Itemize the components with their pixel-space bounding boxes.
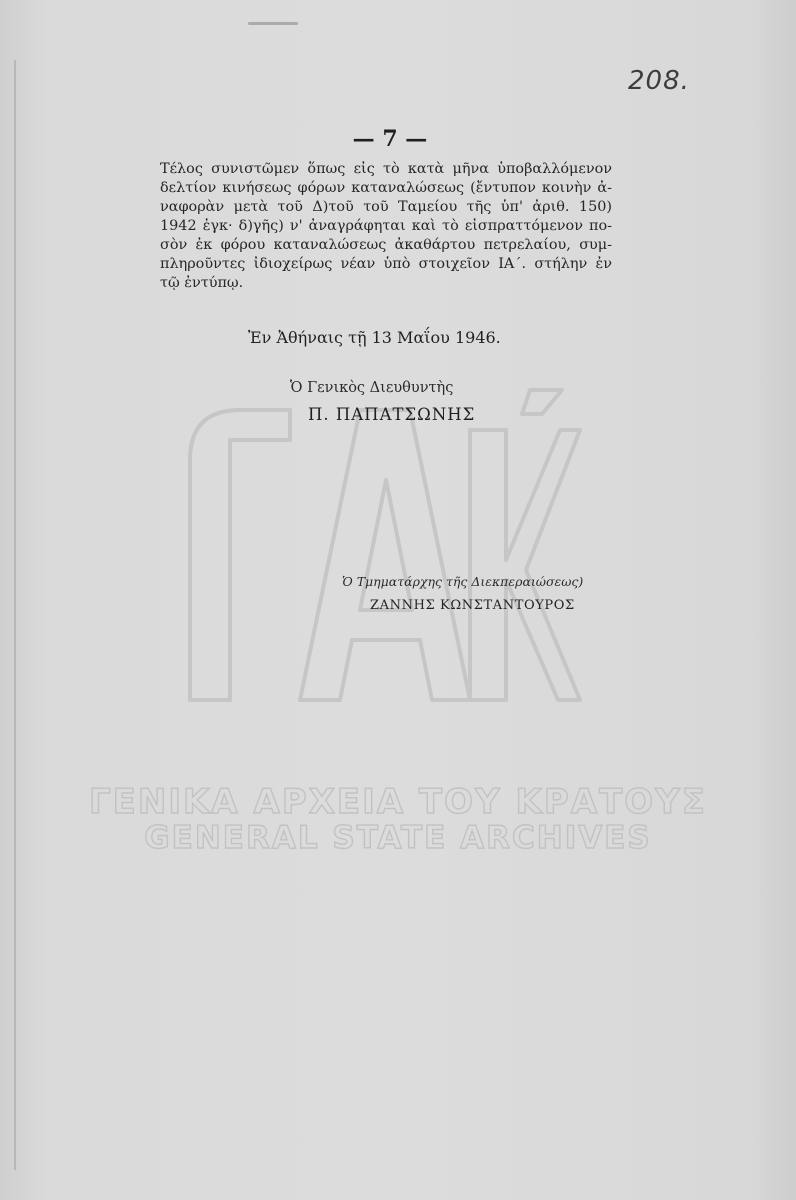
page-number: — 7 —	[352, 126, 428, 152]
logo-accent-shape	[522, 390, 562, 414]
logo-gamma-shape	[190, 410, 290, 700]
logo-kappa-shape	[470, 430, 580, 700]
archive-number: 208.	[628, 66, 690, 96]
body-line: τῷ ἐντύπῳ.	[160, 275, 244, 291]
body-line: ναφορὰν μετὰ τοῦ Δ)τοῦ τοῦ Ταμείου τῆς ὑπ' ἀριθ. 150)	[160, 199, 612, 215]
page-edge-line	[14, 60, 16, 1170]
ink-mark	[248, 22, 298, 25]
body-line: 1942 ἐγκ· δ)γῆς) ν' ἀναγράφηται καὶ τὸ εἰσπραττόμενον πο-	[160, 218, 612, 234]
section-head-title: Ὁ Τμηματάρχης τῆς Διεκπεραιώσεως)	[342, 574, 584, 589]
director-general-name: Π. ΠΑΠΑΤΣΩΝΗΣ	[308, 405, 476, 424]
watermark-english-text: GENERAL STATE ARCHIVES	[144, 820, 652, 856]
body-paragraph	[160, 160, 612, 293]
body-line: Τέλος συνιστῶμεν ὅπως εἰς τὸ κατὰ μῆνα ὑποβαλλόμενον	[160, 161, 612, 177]
logo-alpha-shape	[300, 410, 470, 700]
director-general-title: Ὁ Γενικὸς Διευθυντὴς	[290, 380, 454, 396]
body-line: πληροῦντες ἰδιοχείρως νέαν ὑπὸ στοιχεῖον ΙΑ΄. στήλην ἐν	[160, 256, 612, 272]
watermark-greek-text: ΓΕΝΙΚΑ ΑΡΧΕΙΑ ΤΟΥ ΚΡΑΤΟΥΣ	[88, 782, 708, 822]
body-line: σὸν ἐκ φόρου καταναλώσεως ἀκαθάρτου πετρελαίου, συμ-	[160, 237, 612, 253]
section-head-name: ΖΑΝΝΗΣ ΚΩΝΣΤΑΝΤΟΥΡΟΣ	[370, 598, 575, 613]
body-line: δελτίον κινήσεως φόρων καταναλώσεως (ἔντυπον κοινὴν ἀ-	[160, 180, 612, 196]
date-line: Ἐν Ἀθήναις τῇ 13 Μαΐου 1946.	[248, 328, 501, 347]
